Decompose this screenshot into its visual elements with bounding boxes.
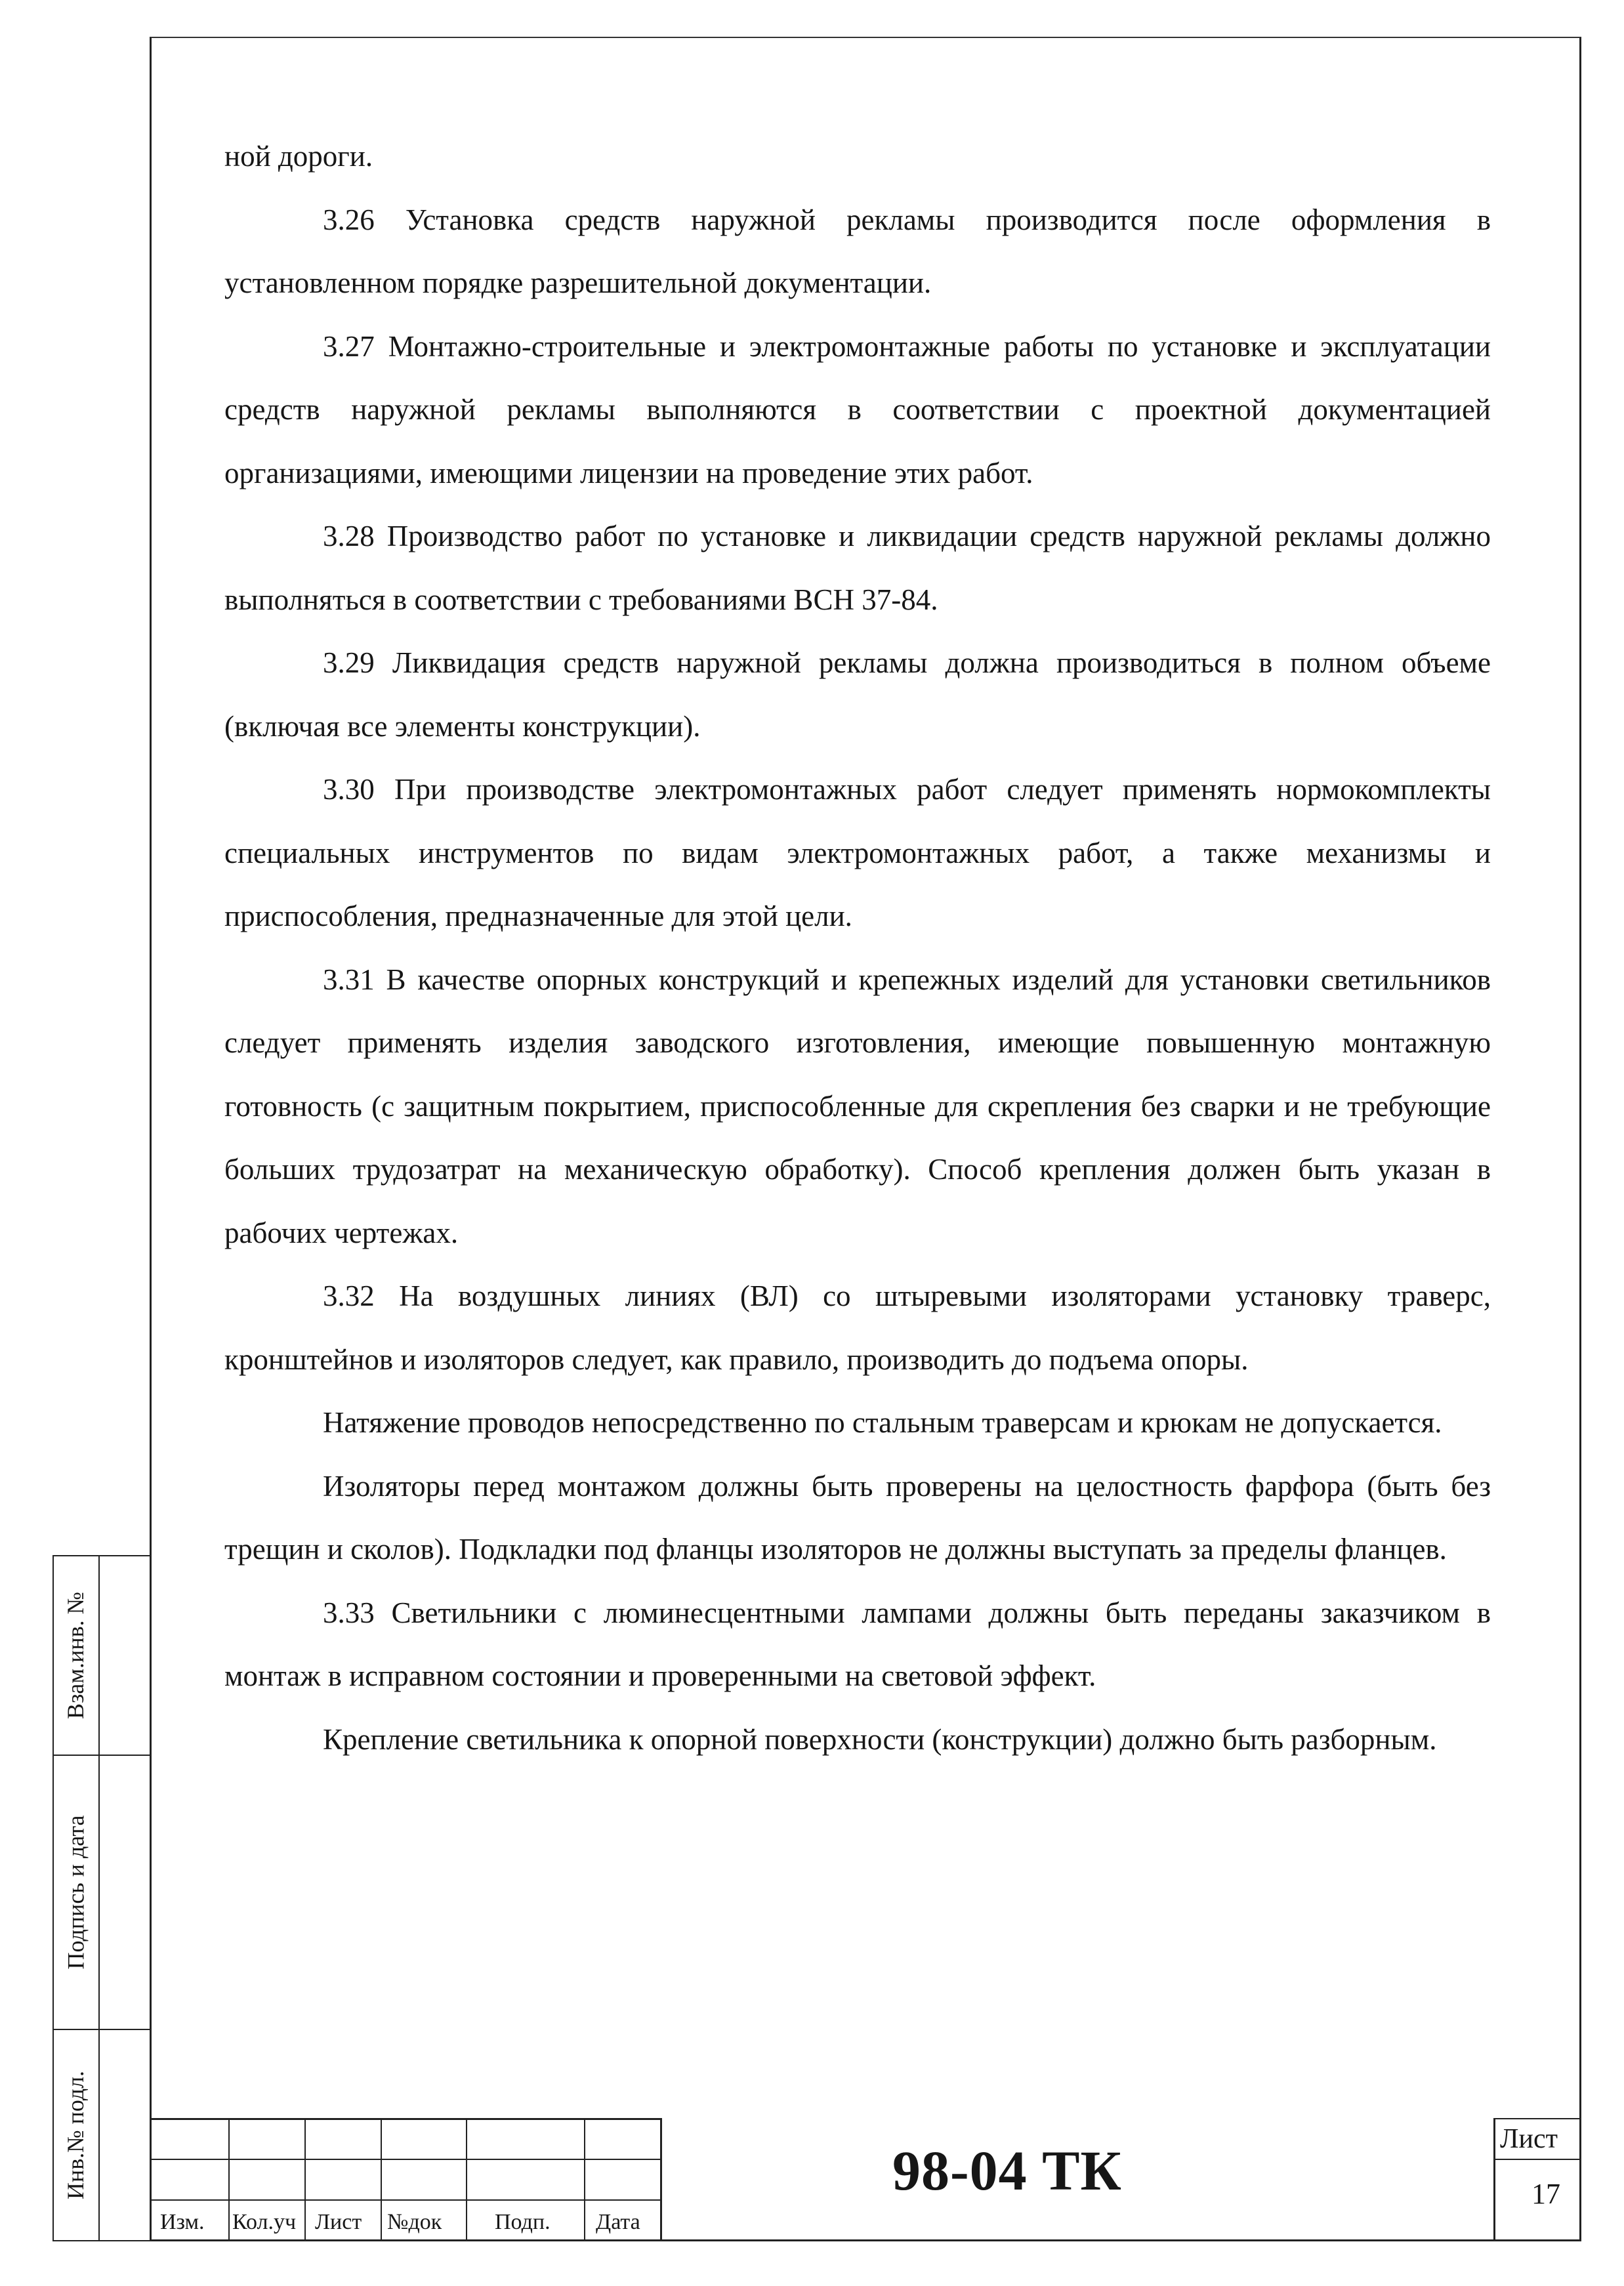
document-code: 98-04 ТК (892, 2139, 1122, 2202)
tb-vline (381, 2118, 382, 2241)
paragraph: 3.29 Ликвидация средств наружной рекламы должна производиться в полном объеме (включая все элементы конструкции). (224, 646, 1491, 743)
tb-hline (1495, 2118, 1581, 2119)
side-label-replacement: Взам.инв. № (62, 1592, 89, 1719)
side-strip-divider (98, 1555, 100, 2241)
paragraph: Изоляторы перед монтажом должны быть проверены на целостность фарфора (быть без трещин и сколов). Подкладки под фланцы изоляторов не должны выступать за пределы фланцев. (224, 1469, 1491, 1566)
tb-vline (584, 2118, 585, 2241)
paragraph: 3.32 На воздушных линиях (ВЛ) со штыревыми изоляторами установку траверс, кронштейнов и изоляторов следует, как правило, производить до подъема опоры. (224, 1279, 1491, 1376)
paragraph: 3.27 Монтажно-строительные и электромонтажные работы по установке и эксплуатации средств наружной рекламы выполняются в соответствии с проектной документацией организациями, имеющими лицензии на проведение этих работ. (224, 329, 1491, 489)
col-label-doc-number: №док (387, 2210, 442, 2234)
paragraph: 3.30 При производстве электромонтажных работ следует применять нормокомплекты специальных инструментов по видам электромонтажных работ, а также механизмы и приспособления, предназначенные для этой цели. (224, 773, 1491, 932)
paragraph: 3.31 В качестве опорных конструкций и крепежных изделий для установки светильников следует применять изделия заводского изготовления, имеющие повышенную монтажную готовность (с защитным покрытием, приспособленные для скрепления без сварки и не требующие больших трудозатрат на механическую обработку). Способ крепления должен быть указан в рабочих чертежах. (224, 963, 1491, 1249)
sheet-label: Лист (1500, 2124, 1558, 2154)
paragraph: 3.28 Производство работ по установке и ликвидации средств наружной рекламы должно выполняться в соответствии с требованиями ВСН 37-84. (224, 520, 1491, 616)
side-stamp-strip (52, 1555, 150, 2241)
title-block (150, 2118, 1581, 2241)
col-label-date: Дата (596, 2210, 640, 2234)
sheet-number: 17 (1531, 2178, 1560, 2210)
tb-vline (304, 2118, 306, 2241)
tb-hline (1495, 2159, 1581, 2160)
paragraph: Натяжение проводов непосредственно по стальным траверсам и крюкам не допускается. (323, 1406, 1442, 1439)
col-label-signature: Подп. (495, 2210, 551, 2234)
tb-vline (228, 2118, 230, 2241)
col-label-quantity: Кол.уч (232, 2210, 297, 2234)
paragraph: ной дороги. (224, 140, 373, 173)
tb-vline (1493, 2118, 1495, 2241)
paragraph: Крепление светильника к опорной поверхности (конструкции) должно быть разборным. (323, 1722, 1437, 1756)
document-body (224, 125, 1491, 1771)
col-label-change: Изм. (160, 2210, 205, 2234)
paragraph: 3.33 Светильники с люминесцентными лампами должны быть переданы заказчиком в монтаж в исправном состоянии и проверенными на световой эффект. (224, 1596, 1491, 1692)
side-label-signature: Подпись и дата (62, 1815, 89, 1970)
tb-vline (466, 2118, 467, 2241)
col-label-sheet: Лист (315, 2210, 362, 2234)
tb-vline (660, 2118, 662, 2241)
side-label-original: Инв.№ подл. (62, 2070, 89, 2200)
paragraph: 3.26 Установка средств наружной рекламы производится после оформления в установленном порядке разрешительной документации. (224, 203, 1491, 299)
